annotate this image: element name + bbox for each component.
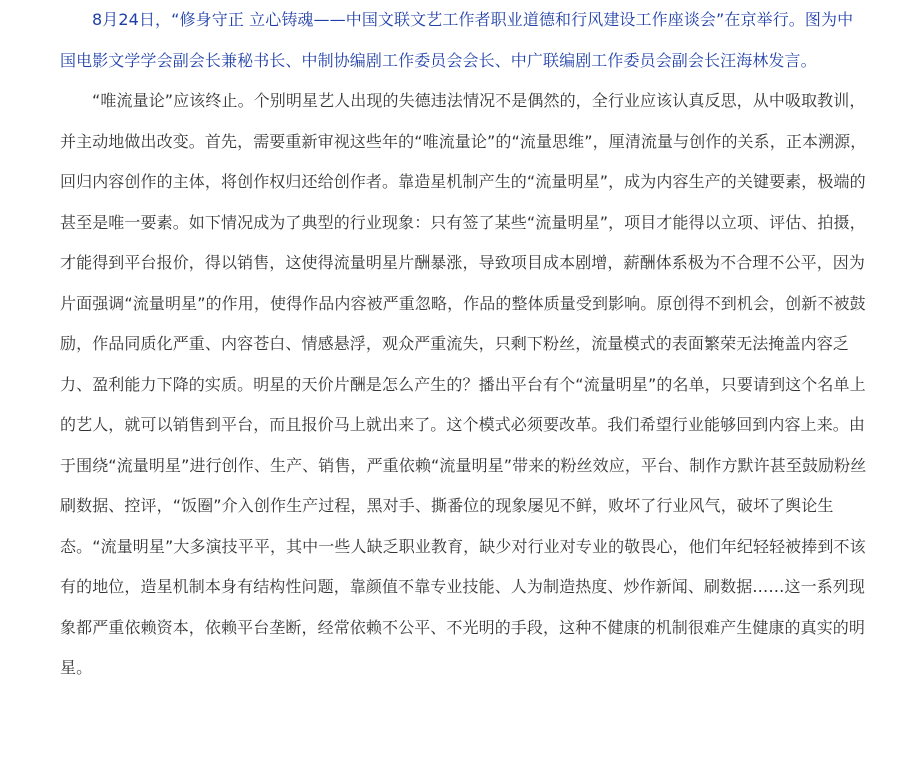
article-paragraph: “唯流量论”应该终止。个别明星艺人出现的失德违法情况不是偶然的，全行业应该认真反思，从中吸取教训，并主动地做出改变。首先，需要重新审视这些年的“唯流量论”的“流量思维”，厘清流量与创作的关系，正本溯源，回归内容创作的主体，将创作权归还给创作者。靠造星机制产生的“流量明星”，成为内容生产的关键要素，极端的甚至是唯一要素。如下情况成为了典型的行业现象：只有签了某些“流量明星”，项目才能得以立项、评估、拍摄，才能得到平台报价，得以销售，这使得流量明星片酬暴涨，导致项目成本剧增，薪酬体系极为不合理不公平，因为片面强调“流量明星”的作用，使得作品内容被严重忽略，作品的整体质量受到影响。原创得不到机会，创新不被鼓励，作品同质化严重、内容苍白、情感悬浮，观众严重流失，只剩下粉丝，流量模式的表面繁荣无法掩盖内容乏力、盈利能力下降的实质。明星的天价片酬是怎么产生的？播出平台有个“流量明星”的名单，只要请到这个名单上的艺人，就可以销售到平台，而且报价马上就出来了。这个模式必须要改革。我们希望行业能够回到内容上来。由于围绕“流量明星”进行创作、生产、销售，严重依赖“流量明星”带来的粉丝效应，平台、制作方默许甚至鼓励粉丝刷数据、控评，“饭圈”介入创作生产过程，黑对手、撕番位的现象屡见不鲜，败坏了行业风气，破坏了舆论生态。“流量明星”大多演技平平，其中一些人缺乏职业教育，缺少对行业对专业的敬畏心，他们年纪轻轻被捧到不该有的地位，造星机制本身有结构性问题，靠颜值不靠专业技能、人为制造热度、炒作新闻、刷数据……这一系列现象都严重依赖资本，依赖平台垄断，经常依赖不公平、不光明的手段，这种不健康的机制很难产生健康的真实的明星。 — [60, 91, 867, 677]
photo-caption: 8月24日，“修身守正 立心铸魂——中国文联文艺工作者职业道德和行风建设工作座谈会”在京举行。图为中国电影文学学会副会长兼秘书长、中制协编剧工作委员会会长、中广联编剧工作委员会副会长汪海林发言。 — [60, 10, 854, 70]
